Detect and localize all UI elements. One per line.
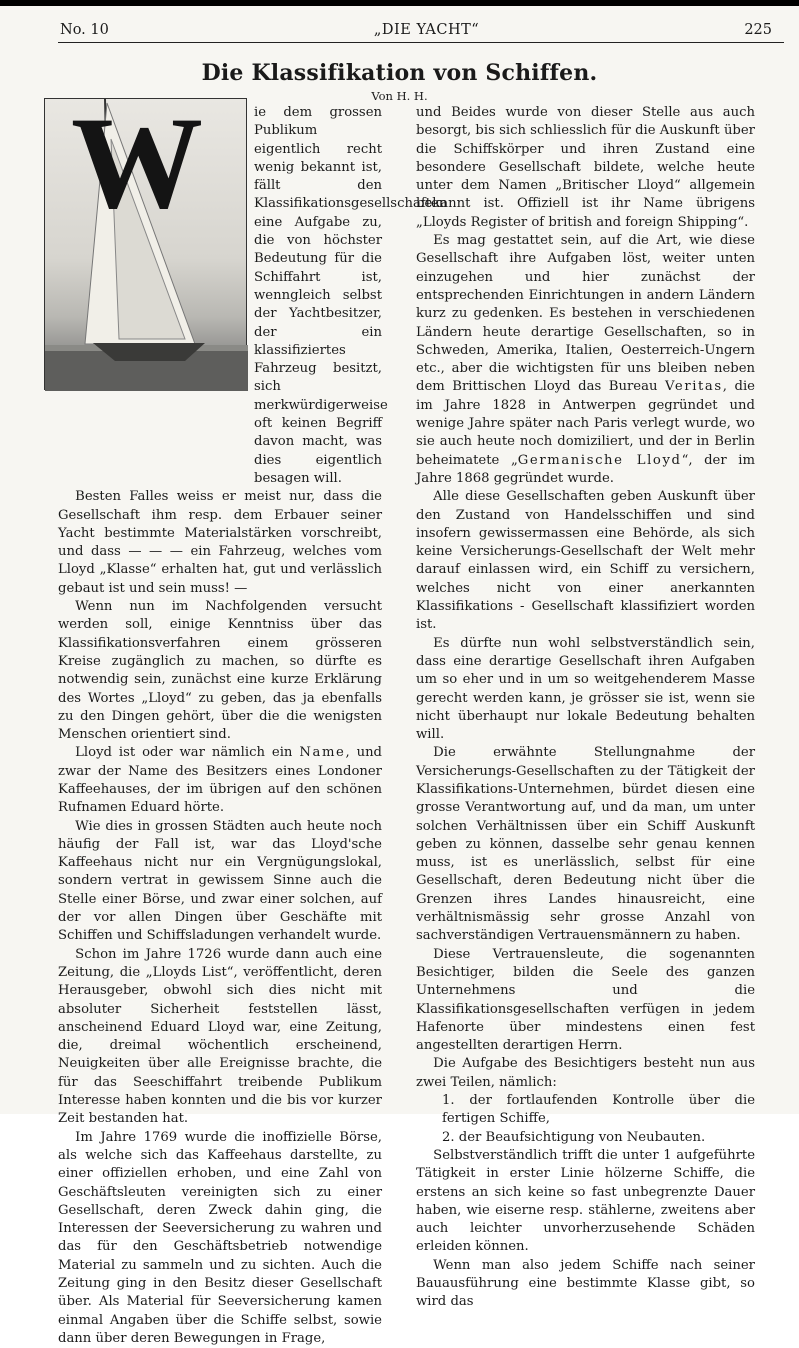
- text-run: , und zwar der Name des Besitzers eines Londoner Kaffeehauses, der im übrigen auf den schönen Rufnamen Eduard hörte.: [58, 745, 382, 816]
- article-title: Die Klassifikation von Schiffen.: [201, 60, 598, 86]
- initial-letter: W: [71, 89, 203, 236]
- article-byline: Von H. H.: [371, 89, 428, 103]
- issue-number: No. 10: [60, 22, 109, 38]
- text-run: Es mag gestattet sein, auf die Art, wie diese Gesellschaft ihre Aufgaben löst, weiter unten einzugehen und hier zunächst der entsprechenden Einrichtungen in andern Ländern kurz zu gedenken. Es bestehen in verschiedenen Ländern heute derartige Gesellschaften, so in Schweden, Amerika, Italien, Oesterreich-Ungern etc., aber die wichtigsten für uns bleiben neben dem Brittischen Lloyd das Bureau: [416, 233, 755, 395]
- emphasis-text: Name: [299, 745, 346, 761]
- right-column: [416, 104, 755, 1312]
- paragraph: Wenn man also jedem Schiffe nach seiner Bauausführung eine bestimmte Klasse gibt, so wird das: [416, 1257, 755, 1310]
- left-column: [58, 104, 448, 1348]
- text-run: “, der im Jahre 1868 gegründet wurde.: [416, 452, 755, 486]
- paragraph: [58, 744, 382, 817]
- list-item: 1. der fortlaufenden Kontrolle über die fertigen Schiffe,: [442, 1093, 755, 1127]
- paragraph: Alle diese Gesellschaften geben Auskunft über den Zustand von Handelsschiffen und sind insofern gewissermassen eine Behörde, als sich keine Versicherungs-Gesellschaft der Welt mehr darauf einlassen wird, ein Schiff zu versichern, welches nicht von einer anerkannten Klassifikations - Gesellschaft klassifiziert worden ist.: [416, 489, 755, 633]
- text-run: Lloyd ist oder war nämlich ein: [75, 745, 300, 761]
- emphasis-text: Veritas: [665, 379, 723, 395]
- text-run: , die im Jahre 1828 in Antwerpen gegründet und wenige Jahre später nach Paris verlegt wurde, wo sie auch heute noch domiziliert, und der in Berlin beheimatete „: [416, 379, 755, 468]
- list-item: 2. der Beaufsichtigung von Neubauten.: [442, 1129, 706, 1145]
- paragraph: [416, 232, 755, 488]
- paragraph: und Beides wurde von dieser Stelle aus auch besorgt, bis sich schliesslich für die Auskunft über die Schiffskörper und ihren Zustand eine besondere Gesellschaft bildete, welche heute unter dem Namen „Britischer Lloyd“ allgemein bekannt ist. Offiziell ist ihr Name übrigens „Lloyds Register of british and foreign Shipping“.: [416, 105, 755, 230]
- top-border: [0, 0, 799, 6]
- enumerated-list: [416, 1092, 755, 1147]
- paragraph: Besten Falles weiss er meist nur, dass die Gesellschaft ihm resp. dem Erbauer seiner Yacht bestimmte Materialstärken vorschreibt, und dass — — — ein Fahrzeug, welches vom Lloyd „Klasse“ erhalten hat, gut und verlässlich gebaut ist und sein muss! —: [58, 489, 382, 596]
- header-rule: [58, 42, 784, 43]
- opening-paragraph: ie dem grossen Publikum eigentlich recht wenig bekannt ist, fällt den Klassifikationsgesellschaften eine Aufgabe zu, die von höchster Bedeutung für die Schiffahrt ist, wenngleich selbst der Yachtbesitzer, der ein klassifiziertes Fahrzeug besitzt, sich merkwürdigerweise oft keinen Begriff davon macht, was dies eigentlich besagen will.: [254, 105, 448, 486]
- paragraph: Schon im Jahre 1726 wurde dann auch eine Zeitung, die „Lloyds List“, veröffentlicht, deren Herausgeber, obwohl sich dies nicht mit absoluter Sicherheit feststellen lässt, anscheinend Eduard Lloyd war, eine Zeitung, die, dreimal wöchentlich erscheinend, Neuigkeiten über alle Ereignisse brachte, die für das Seeschiffahrt treibende Publikum Interesse haben konnten und die bis vor kurzer Zeit bestanden hat.: [58, 946, 382, 1127]
- page-number: 225: [744, 22, 772, 38]
- paragraph: Diese Vertrauensleute, die sogenannten Besichtiger, bilden die Seele des ganzen Unternehmens und die Klassifikationsgesellschaften verfügen in jedem Hafenorte über mindestens einen fest angestellten derartigen Herrn.: [416, 946, 755, 1054]
- paragraph: Im Jahre 1769 wurde die inoffizielle Börse, als welche sich das Kaffeehaus darstellte, zu einer offiziellen erhoben, und eine Zahl von Geschäftsleuten vereinigten sich zu einer Gesellschaft, deren Zweck dahin ging, die Interessen der Seeversicherung zu wahren und das für den Geschäftsbetrieb notwendige Material zu sammeln und zu sichten. Auch die Zeitung ging in den Besitz dieser Gesellschaft über. Als Material für Seeversicherung kamen einmal Angaben über die Schiffe selbst, sowie dann über deren Bewegungen in Frage,: [58, 1129, 382, 1346]
- paragraph: Wenn nun im Nachfolgenden versucht werden soll, einige Kenntniss über das Klassifikationsverfahren einem grösseren Kreise zugänglich zu machen, so dürfte es notwendig sein, zunächst eine kurze Erklärung des Wortes „Lloyd“ zu geben, das ja ebenfalls zu den Dingen gehört, über die die wenigsten Menschen orientiert sind.: [58, 599, 382, 743]
- paragraph: Wie dies in grossen Städten auch heute noch häufig der Fall ist, war das Lloyd'sche Kaffeehaus nicht nur ein Vergnügungslokal, sondern vertrat in gewissem Sinne auch die Stelle einer Börse, und zwar einer solchen, auf der vor allen Dingen über Geschäfte mit Schiffen und Schiffsladungen verhandelt wurde.: [58, 818, 382, 944]
- paragraph: Die erwähnte Stellungnahme der Versicherungs-Gesellschaften zu der Tätigkeit der Klassifikations-Unternehmen, bürdet diesen eine grosse Verantwortung auf, und da man, um unter solchen Verhältnissen über ein Schiff Auskunft geben zu können, dasselbe sehr genau kennen muss, ist es unerlässlich, selbst für eine Gesellschaft, deren Bedeutung nicht über die Grenzen ihres Landes hinausreicht, eine verhältnismässig sehr grosse Anzahl von sachverständigen Vertrauensmännern zu haben.: [416, 745, 755, 944]
- wrap-text-block: [254, 104, 448, 488]
- paragraph: Die Aufgabe des Besichtigers besteht nun aus zwei Teilen, nämlich:: [416, 1056, 755, 1090]
- emphasis-text: Germanische Lloyd: [517, 452, 682, 468]
- paragraph: Es dürfte nun wohl selbstverständlich sein, dass eine derartige Gesellschaft ihren Aufgaben um so eher und in um so weitgehenderem Masse gerecht werden kann, je grösser sie ist, wenn sie nicht überhaupt nur lokale Bedeutung behalten will.: [416, 635, 755, 743]
- paragraph: Selbstverständlich trifft die unter 1 aufgeführte Tätigkeit in erster Linie hölzerne Schiffe, die erstens an sich keine so fast unbegrenzte Dauer haben, wie eiserne resp. stählerne, zweitens aber auch leichter unvorherzusehende Schäden erleiden können.: [416, 1147, 755, 1255]
- journal-title: „DIE YACHT“: [373, 22, 480, 38]
- running-header: [60, 22, 772, 42]
